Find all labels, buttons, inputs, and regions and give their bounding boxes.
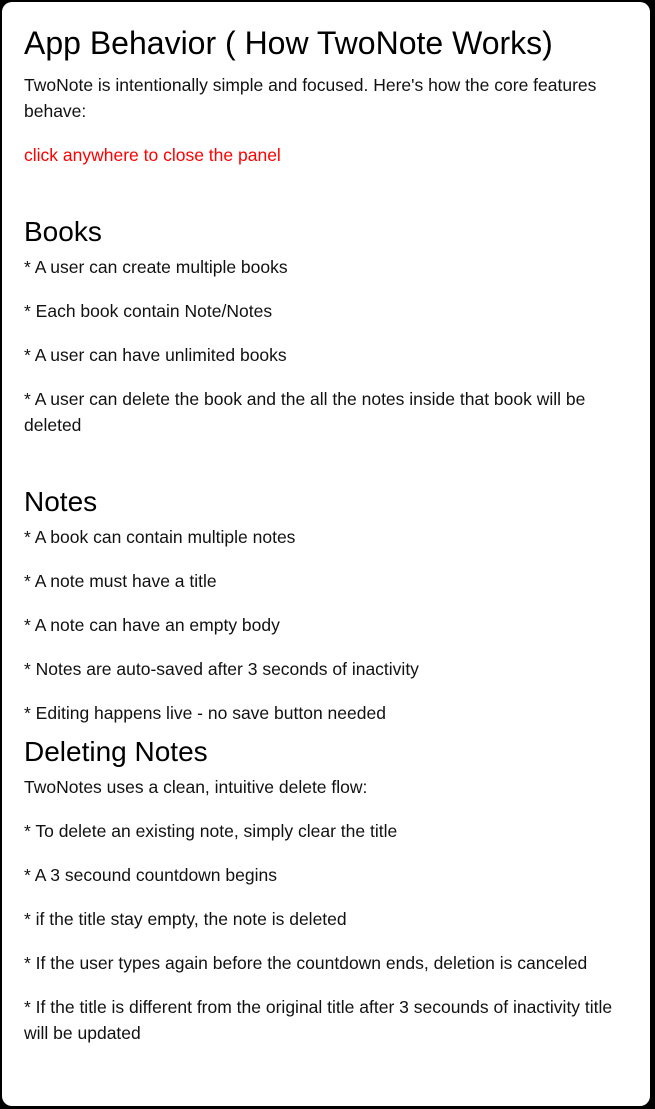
- deleting-notes-section: [24, 735, 628, 1046]
- list-item: * Editing happens live - no save button needed: [24, 703, 386, 723]
- panel-title: App Behavior ( How TwoNote Works): [24, 25, 553, 61]
- section-heading: Notes: [24, 486, 98, 517]
- list-item: * A user can create multiple books: [24, 257, 288, 277]
- list-item: * To delete an existing note, simply clear the title: [24, 821, 398, 841]
- section-heading: Deleting Notes: [24, 736, 208, 767]
- list-item: * A book can contain multiple notes: [24, 527, 296, 547]
- list-item: * A 3 secound countdown begins: [24, 865, 277, 885]
- list-item: * Each book contain Note/Notes: [24, 301, 273, 321]
- books-section: [24, 215, 628, 438]
- list-item: * If the title is different from the original title after 3 secounds of inactivity title will be updated: [24, 997, 613, 1043]
- help-panel[interactable]: [2, 2, 650, 1106]
- list-item: * If the user types again before the countdown ends, deletion is canceled: [24, 953, 588, 973]
- list-item: * Notes are auto-saved after 3 seconds of inactivity: [24, 659, 419, 679]
- list-item: TwoNotes uses a clean, intuitive delete flow:: [24, 777, 368, 797]
- panel-intro: TwoNote is intentionally simple and focused. Here's how the core features behave:: [24, 75, 597, 121]
- close-panel-hint[interactable]: click anywhere to close the panel: [24, 145, 281, 165]
- list-item: * A note can have an empty body: [24, 615, 280, 635]
- list-item: * A note must have a title: [24, 571, 217, 591]
- section-heading: Books: [24, 216, 102, 247]
- list-item: * if the title stay empty, the note is deleted: [24, 909, 347, 929]
- list-item: * A user can delete the book and the all the notes inside that book will be deleted: [24, 389, 586, 435]
- list-item: * A user can have unlimited books: [24, 345, 287, 365]
- notes-section: [24, 485, 628, 726]
